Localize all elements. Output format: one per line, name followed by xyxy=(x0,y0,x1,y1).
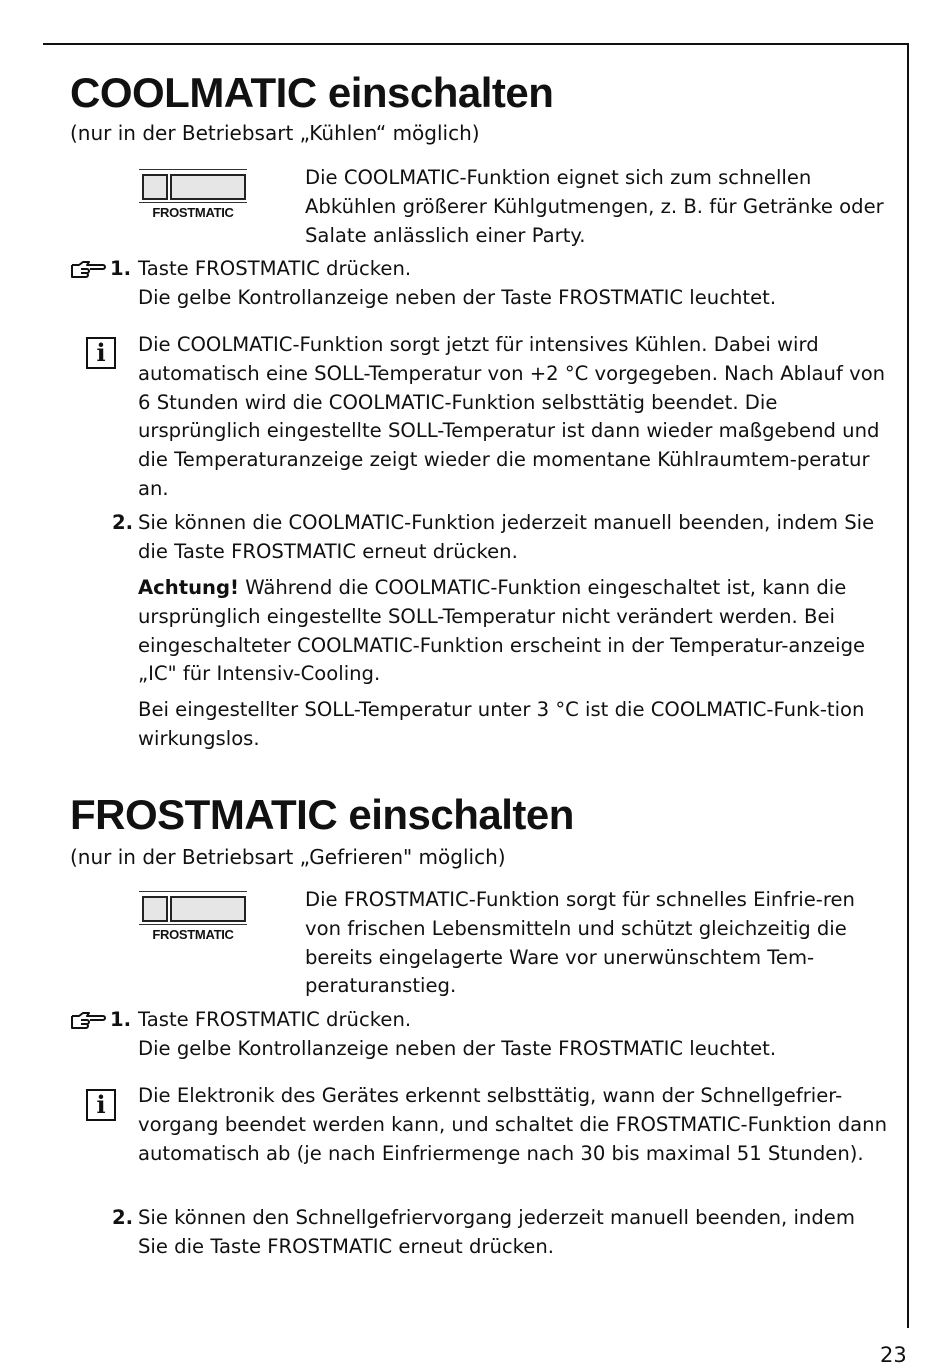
coolmatic-heading: COOLMATIC einschalten xyxy=(70,69,554,116)
indicator-light-icon xyxy=(142,174,168,200)
step-number: 1. xyxy=(110,257,132,280)
step-1-line-1: Taste FROSTMATIC drücken. xyxy=(138,1008,412,1031)
step-number: 2. xyxy=(112,1206,134,1229)
button-top-line xyxy=(139,891,247,892)
step-number: 2. xyxy=(112,511,134,534)
coolmatic-info-text: Die COOLMATIC-Funktion sorgt jetzt für intensives Kühlen. Dabei wird automatisch eine SOLL-Temperatur von +2 °C vorgegeben. Nach Ablauf von 6 Stunden wird die COOLMATIC-Funktion selbsttätig beendet. Die ursprünglich eingestellte SOLL-Temperatur ist dann wieder maßgebend und die Temperaturanzeige zeigt wieder die momentane Kühlraumtem-peratur an. xyxy=(138,333,886,500)
step-1-text xyxy=(138,255,888,313)
step-2-text: Sie können den Schnellgefriervorgang jederzeit manuell beenden, indem Sie die Taste FROSTMATIC erneut drücken. xyxy=(138,1206,855,1258)
button-bottom-line xyxy=(139,202,247,203)
warning-label: Achtung! xyxy=(138,576,239,599)
pointing-hand-icon xyxy=(70,1011,106,1031)
frostmatic-button-graphic xyxy=(139,169,249,229)
page-number: 23 xyxy=(880,1343,907,1367)
button-key-icon xyxy=(170,174,246,200)
button-label: FROSTMATIC xyxy=(152,927,234,942)
frostmatic-info-text: Die Elektronik des Gerätes erkennt selbsttätig, wann der Schnellgefrier-vorgang beendet werden kann, und schaltet die FROSTMATIC-Funktion dann automatisch ab (je nach Einfriermenge nach 30 bis maximal 51 Stunden). xyxy=(138,1084,888,1165)
button-label: FROSTMATIC xyxy=(152,205,234,220)
button-key-icon xyxy=(170,896,246,922)
frostmatic-intro: Die FROSTMATIC-Funktion sorgt für schnelles Einfrie-ren von frischen Lebensmitteln und schützt gleichzeitig die bereits eingelagerte Ware vor unerwünschtem Tem-peraturanstieg. xyxy=(305,888,855,998)
indicator-light-icon xyxy=(142,896,168,922)
right-rule xyxy=(907,43,909,1328)
step-1-line-2: Die gelbe Kontrollanzeige neben der Taste FROSTMATIC leuchtet. xyxy=(138,1036,777,1060)
frostmatic-button-graphic xyxy=(139,891,249,951)
button-top-line xyxy=(139,169,247,170)
step-1-line-1: Taste FROSTMATIC drücken. xyxy=(138,257,412,280)
step-1-text xyxy=(138,1006,888,1064)
step-2-text: Sie können die COOLMATIC-Funktion jederzeit manuell beenden, indem Sie die Taste FROSTMATIC erneut drücken. xyxy=(138,511,875,563)
button-bottom-line xyxy=(139,924,247,925)
step-number: 1. xyxy=(110,1008,132,1031)
frostmatic-subtitle: (nur in der Betriebsart „Gefrieren" möglich) xyxy=(70,845,506,869)
info-icon: i xyxy=(86,337,116,369)
frostmatic-heading: FROSTMATIC einschalten xyxy=(70,791,574,838)
step-1-line-2: Die gelbe Kontrollanzeige neben der Taste FROSTMATIC leuchtet. xyxy=(138,285,777,309)
coolmatic-subtitle: (nur in der Betriebsart „Kühlen“ möglich) xyxy=(70,121,480,145)
top-rule xyxy=(43,43,909,45)
coolmatic-intro: Die COOLMATIC-Funktion eignet sich zum schnellen Abkühlen größerer Kühlgutmengen, z. B. für Getränke oder Salate anlässlich einer Party. xyxy=(305,166,884,247)
warning-text: Während die COOLMATIC-Funktion eingeschaltet ist, kann die ursprünglich eingestellte SOLL-Temperatur nicht verändert werden. Bei eingeschalteter COOLMATIC-Funktion erscheint in der Temperatur-anzeige „IC" für Intensiv-Cooling. xyxy=(138,576,866,686)
pointing-hand-icon xyxy=(70,260,106,280)
info-icon: i xyxy=(86,1089,116,1121)
coolmatic-note: Bei eingestellter SOLL-Temperatur unter 3 °C ist die COOLMATIC-Funk-tion wirkungslos. xyxy=(138,698,865,750)
warning-paragraph xyxy=(138,574,888,689)
